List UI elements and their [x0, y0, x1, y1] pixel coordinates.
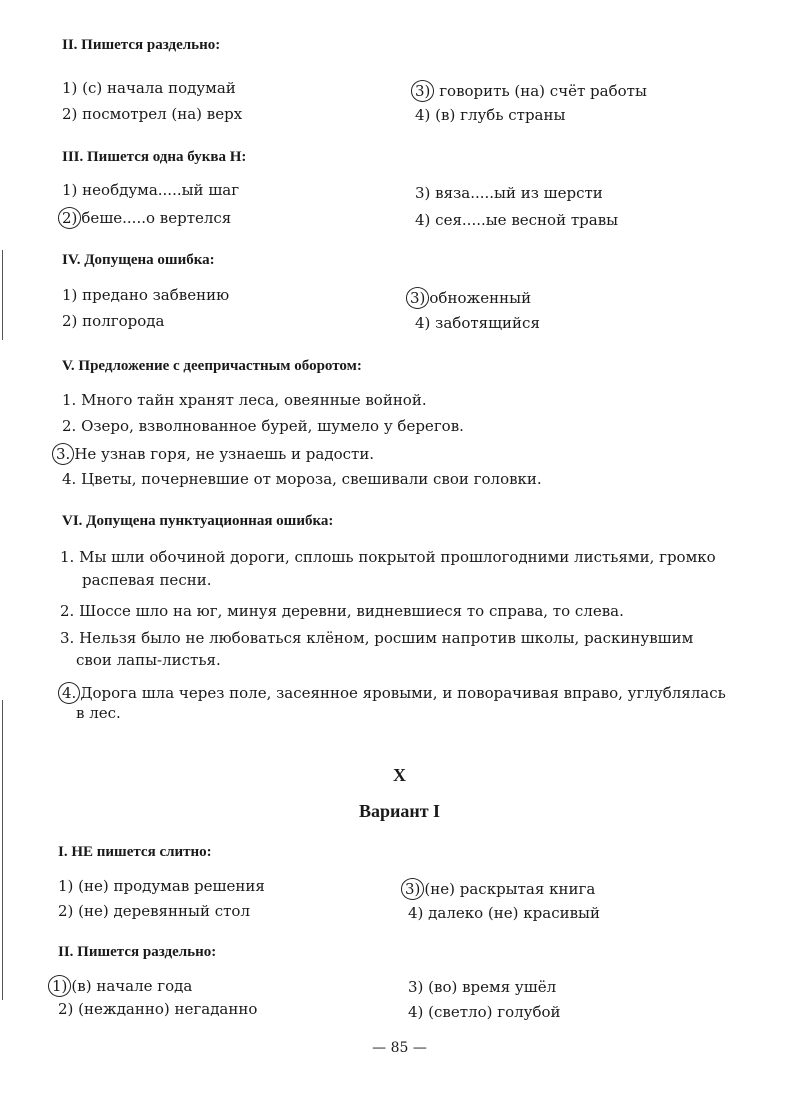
page-number: — 85 — — [372, 1040, 427, 1056]
list-item: 3. Нельзя было не любоваться клёном, росшим напротив школы, раскинувшим — [60, 629, 694, 647]
section-heading: IV. Допущена ошибка: — [62, 252, 215, 268]
list-item: 2) беше.....о вертелся — [62, 207, 231, 229]
list-item: 4) (светло) голубой — [408, 1003, 561, 1021]
list-item: 1) (не) продумав решения — [58, 877, 265, 895]
chapter-number: X — [393, 765, 406, 785]
scan-edge — [2, 700, 3, 1000]
list-item: 4) сея.....ые весной травы — [415, 211, 619, 229]
list-item: 2. Шоссе шло на юг, минуя деревни, видневшиеся то справа, то слева. — [60, 602, 624, 620]
list-item: 4) (в) глубь страны — [415, 106, 566, 124]
variant-title: Вариант I — [358, 801, 441, 821]
section-heading: VI. Допущена пунктуационная ошибка: — [62, 513, 334, 529]
list-item: 1) (в) начале года — [52, 975, 192, 997]
answer-circle: 4. — [58, 682, 80, 704]
section-heading: II. Пишется раздельно: — [62, 37, 221, 53]
answer-circle: 3) — [411, 80, 434, 102]
answer-circle: 2) — [58, 207, 81, 229]
list-item: 4. Цветы, почерневшие от мороза, свешивали свои головки. — [62, 470, 542, 488]
answer-circle: 3) — [401, 878, 424, 900]
list-item-continuation: в лес. — [76, 704, 121, 722]
list-item: 2) (не) деревянный стол — [58, 902, 250, 920]
answer-circle: 1) — [48, 975, 71, 997]
answer-circle: 3) — [406, 287, 429, 309]
list-item: 3. Не узнав горя, не узнаешь и радости. — [56, 443, 374, 465]
list-item: 4. Дорога шла через поле, засеянное яровыми, и поворачивая вправо, углублялась — [62, 682, 726, 704]
answer-circle: 3. — [52, 443, 74, 465]
list-item: 2) посмотрел (на) верх — [62, 105, 243, 123]
list-item: 3) (не) раскрытая книга — [405, 878, 595, 900]
list-item: 3) вяза.....ый из шерсти — [415, 184, 603, 202]
list-item: 1) (с) начала подумай — [62, 79, 236, 97]
section-heading: III. Пишется одна буква Н: — [62, 149, 247, 165]
section-heading: II. Пишется раздельно: — [58, 944, 217, 960]
list-item: 1. Много тайн хранят леса, овеянные войной. — [62, 391, 427, 409]
list-item: 2) (нежданно) негаданно — [58, 1000, 258, 1018]
list-item: 1. Мы шли обочиной дороги, сплошь покрытой прошлогодними листьями, громко — [60, 548, 716, 566]
list-item: 4) заботящийся — [415, 314, 540, 332]
list-item: 3) говорить (на) счёт работы — [415, 80, 647, 102]
scan-edge — [2, 250, 3, 340]
section-heading: V. Предложение с деепричастным оборотом: — [62, 358, 362, 374]
list-item-continuation: распевая песни. — [82, 571, 212, 589]
list-item: 1) предано забвению — [62, 286, 230, 304]
list-item: 2. Озеро, взволнованное бурей, шумело у берегов. — [62, 417, 464, 435]
list-item: 2) полгорода — [62, 312, 165, 330]
list-item-continuation: свои лапы-листья. — [76, 651, 221, 669]
list-item: 3) обноженный — [410, 287, 531, 309]
section-heading: I. НЕ пишется слитно: — [58, 844, 212, 860]
list-item: 1) необдума.....ый шаг — [62, 181, 240, 199]
list-item: 3) (во) время ушёл — [408, 978, 557, 996]
list-item: 4) далеко (не) красивый — [408, 904, 600, 922]
